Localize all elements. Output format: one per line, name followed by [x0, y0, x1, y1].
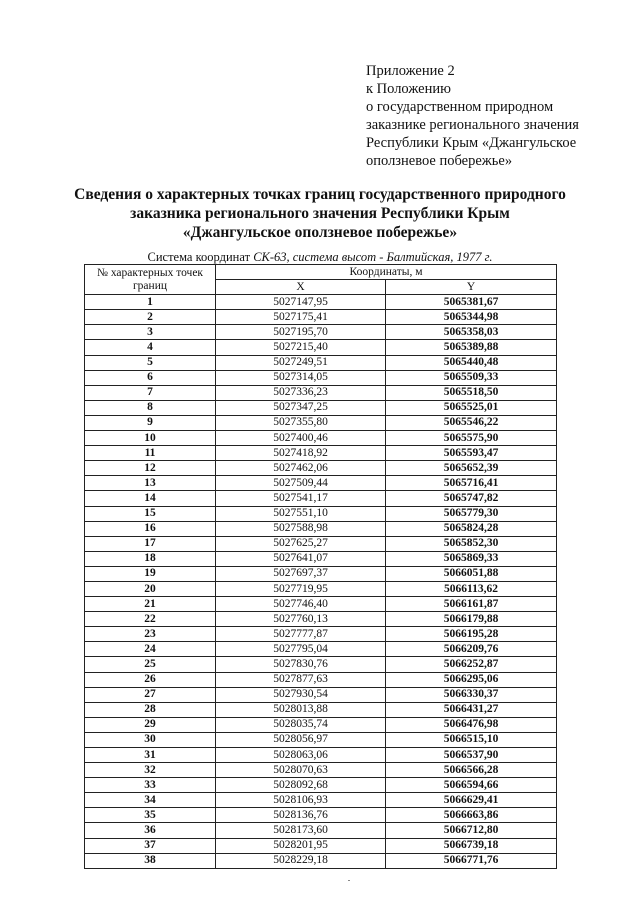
x-cell: 5028201,95: [216, 838, 386, 853]
table-row: [85, 748, 557, 763]
point-number-cell: 4: [85, 340, 216, 355]
point-number-cell: 11: [85, 446, 216, 461]
x-cell: 5027760,13: [216, 612, 386, 627]
table-row: [85, 717, 557, 732]
point-number-cell: 21: [85, 597, 216, 612]
y-cell: 5066051,88: [386, 566, 557, 581]
y-cell: 5066161,87: [386, 597, 557, 612]
y-cell: 5066712,80: [386, 823, 557, 838]
y-cell: 5066771,76: [386, 853, 557, 868]
table-row: [85, 581, 557, 596]
y-cell: 5066295,06: [386, 672, 557, 687]
table-row: [85, 778, 557, 793]
appendix-line: заказнике регионального значения: [366, 117, 579, 133]
point-number-cell: 25: [85, 657, 216, 672]
point-number-cell: 16: [85, 521, 216, 536]
table-row: [85, 340, 557, 355]
system-prefix: Система координат: [147, 250, 254, 264]
x-cell: 5027249,51: [216, 355, 386, 370]
table-row: [85, 793, 557, 808]
table-row: [85, 597, 557, 612]
point-number-cell: 18: [85, 551, 216, 566]
point-number-cell: 7: [85, 385, 216, 400]
point-number-cell: 37: [85, 838, 216, 853]
point-number-cell: 33: [85, 778, 216, 793]
y-cell: 5065546,22: [386, 415, 557, 430]
appendix-line: к Положению: [366, 81, 451, 97]
header-y: Y: [386, 280, 557, 295]
y-cell: 5066252,87: [386, 657, 557, 672]
appendix-line: Республики Крым «Джангульское: [366, 135, 577, 151]
x-cell: 5027625,27: [216, 536, 386, 551]
point-number-cell: 23: [85, 627, 216, 642]
x-cell: 5027314,05: [216, 370, 386, 385]
y-cell: 5066209,76: [386, 642, 557, 657]
table-row: [85, 853, 557, 868]
y-cell: 5066113,62: [386, 581, 557, 596]
table-row: [85, 385, 557, 400]
point-number-cell: 12: [85, 461, 216, 476]
y-cell: 5065381,67: [386, 295, 557, 310]
y-cell: 5065525,01: [386, 400, 557, 415]
y-cell: 5065575,90: [386, 431, 557, 446]
header-coordinates: Координаты, м: [216, 265, 557, 280]
scan-speck: [348, 880, 350, 881]
table-row: [85, 431, 557, 446]
x-cell: 5027175,41: [216, 310, 386, 325]
document-title: [60, 185, 580, 242]
point-number-cell: 14: [85, 491, 216, 506]
x-cell: 5027830,76: [216, 657, 386, 672]
table-row: [85, 506, 557, 521]
y-cell: 5065652,39: [386, 461, 557, 476]
x-cell: 5027551,10: [216, 506, 386, 521]
x-cell: 5027336,23: [216, 385, 386, 400]
table-row: [85, 838, 557, 853]
x-cell: 5027418,92: [216, 446, 386, 461]
y-cell: 5066179,88: [386, 612, 557, 627]
coordinate-system-caption: [84, 250, 556, 264]
x-cell: 5027400,46: [216, 431, 386, 446]
point-number-cell: 8: [85, 400, 216, 415]
point-number-cell: 1: [85, 295, 216, 310]
x-cell: 5027541,17: [216, 491, 386, 506]
title-line: заказника регионального значения Республики Крым: [130, 205, 510, 222]
point-number-cell: 22: [85, 612, 216, 627]
appendix-line: Приложение 2: [366, 63, 455, 79]
x-cell: 5027147,95: [216, 295, 386, 310]
x-cell: 5027641,07: [216, 551, 386, 566]
coordinates-table: [84, 264, 557, 869]
header-x: X: [216, 280, 386, 295]
x-cell: 5027795,04: [216, 642, 386, 657]
point-number-cell: 32: [85, 763, 216, 778]
table-row: [85, 476, 557, 491]
y-cell: 5066431,27: [386, 702, 557, 717]
table-row: [85, 702, 557, 717]
y-cell: 5066629,41: [386, 793, 557, 808]
y-cell: 5066663,86: [386, 808, 557, 823]
table-row: [85, 687, 557, 702]
point-number-cell: 2: [85, 310, 216, 325]
table-row: [85, 446, 557, 461]
point-number-cell: 29: [85, 717, 216, 732]
table-row: [85, 355, 557, 370]
y-cell: 5065440,48: [386, 355, 557, 370]
table-row: [85, 612, 557, 627]
y-cell: 5065389,88: [386, 340, 557, 355]
table-row: [85, 325, 557, 340]
x-cell: 5028070,63: [216, 763, 386, 778]
table-row: [85, 657, 557, 672]
x-cell: 5027877,63: [216, 672, 386, 687]
x-cell: 5027462,06: [216, 461, 386, 476]
appendix-line: о государственном природном: [366, 99, 554, 115]
point-number-cell: 3: [85, 325, 216, 340]
y-cell: 5065869,33: [386, 551, 557, 566]
x-cell: 5027719,95: [216, 581, 386, 596]
point-number-cell: 9: [85, 415, 216, 430]
table-row: [85, 808, 557, 823]
table-row: [85, 370, 557, 385]
table-row: [85, 732, 557, 747]
y-cell: 5066537,90: [386, 748, 557, 763]
table-row: [85, 310, 557, 325]
title-line: «Джангульское оползневое побережье»: [182, 224, 458, 241]
point-number-cell: 10: [85, 431, 216, 446]
table-row: [85, 823, 557, 838]
point-number-cell: 31: [85, 748, 216, 763]
point-number-cell: 34: [85, 793, 216, 808]
x-cell: 5027509,44: [216, 476, 386, 491]
point-number-cell: 17: [85, 536, 216, 551]
y-cell: 5065344,98: [386, 310, 557, 325]
x-cell: 5028136,76: [216, 808, 386, 823]
title-line: Сведения о характерных точках границ государственного природного: [74, 186, 566, 203]
table-row: [85, 763, 557, 778]
y-cell: 5065358,03: [386, 325, 557, 340]
x-cell: 5028173,60: [216, 823, 386, 838]
table-row: [85, 521, 557, 536]
y-cell: 5066566,28: [386, 763, 557, 778]
table-row: [85, 566, 557, 581]
table-row: [85, 672, 557, 687]
x-cell: 5028056,97: [216, 732, 386, 747]
y-cell: 5066594,66: [386, 778, 557, 793]
x-cell: 5027777,87: [216, 627, 386, 642]
point-number-cell: 35: [85, 808, 216, 823]
x-cell: 5028035,74: [216, 717, 386, 732]
point-number-cell: 26: [85, 672, 216, 687]
x-cell: 5028013,88: [216, 702, 386, 717]
y-cell: 5065509,33: [386, 370, 557, 385]
point-number-cell: 28: [85, 702, 216, 717]
x-cell: 5028063,06: [216, 748, 386, 763]
table-row: [85, 295, 557, 310]
point-number-cell: 15: [85, 506, 216, 521]
y-cell: 5066739,18: [386, 838, 557, 853]
point-number-cell: 6: [85, 370, 216, 385]
system-details: СК-63, система высот - Балтийская, 1977 г.: [253, 250, 493, 264]
y-cell: 5065518,50: [386, 385, 557, 400]
y-cell: 5065716,41: [386, 476, 557, 491]
table-body: [85, 295, 557, 869]
table-row: [85, 491, 557, 506]
x-cell: 5028229,18: [216, 853, 386, 868]
point-number-cell: 27: [85, 687, 216, 702]
point-number-cell: 36: [85, 823, 216, 838]
y-cell: 5065593,47: [386, 446, 557, 461]
x-cell: 5027588,98: [216, 521, 386, 536]
table-row: [85, 400, 557, 415]
x-cell: 5027347,25: [216, 400, 386, 415]
point-number-cell: 5: [85, 355, 216, 370]
y-cell: 5065779,30: [386, 506, 557, 521]
x-cell: 5027195,70: [216, 325, 386, 340]
header-point-number: № характерных точек границ: [85, 265, 216, 295]
point-number-cell: 13: [85, 476, 216, 491]
table-row: [85, 627, 557, 642]
y-cell: 5066476,98: [386, 717, 557, 732]
table-row: [85, 415, 557, 430]
appendix-line: оползневое побережье»: [366, 153, 513, 169]
y-cell: 5065852,30: [386, 536, 557, 551]
x-cell: 5027355,80: [216, 415, 386, 430]
y-cell: 5066195,28: [386, 627, 557, 642]
y-cell: 5065747,82: [386, 491, 557, 506]
table-row: [85, 642, 557, 657]
x-cell: 5027215,40: [216, 340, 386, 355]
x-cell: 5028106,93: [216, 793, 386, 808]
table-row: [85, 461, 557, 476]
table-row: [85, 536, 557, 551]
point-number-cell: 30: [85, 732, 216, 747]
y-cell: 5065824,28: [386, 521, 557, 536]
point-number-cell: 20: [85, 581, 216, 596]
x-cell: 5027746,40: [216, 597, 386, 612]
y-cell: 5066515,10: [386, 732, 557, 747]
x-cell: 5027930,54: [216, 687, 386, 702]
y-cell: 5066330,37: [386, 687, 557, 702]
x-cell: 5028092,68: [216, 778, 386, 793]
table-row: [85, 551, 557, 566]
point-number-cell: 38: [85, 853, 216, 868]
x-cell: 5027697,37: [216, 566, 386, 581]
point-number-cell: 24: [85, 642, 216, 657]
appendix-note: [366, 62, 616, 170]
point-number-cell: 19: [85, 566, 216, 581]
